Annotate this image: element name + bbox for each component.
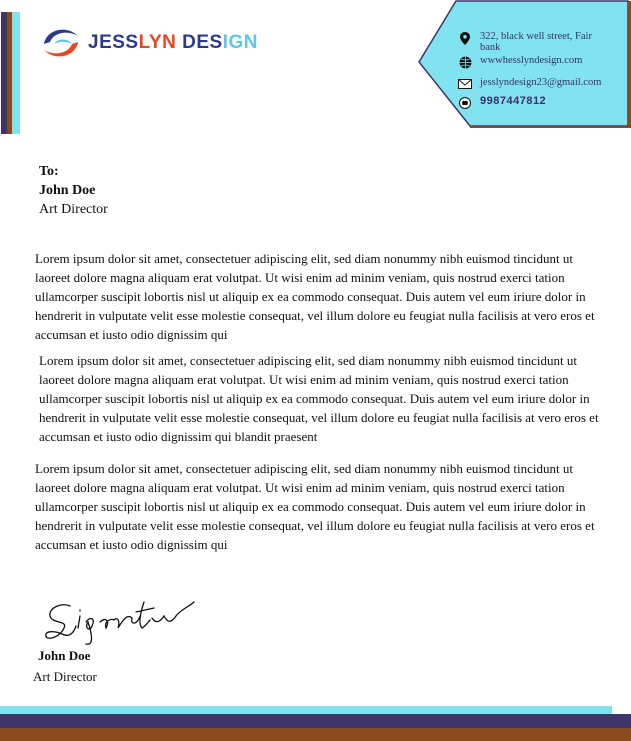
phone-icon [458, 96, 472, 110]
recipient-block [39, 162, 108, 219]
footer-band-navy [0, 714, 631, 728]
contact-address: 322, black well street, Fair bank [480, 31, 592, 53]
recipient-label: To: [39, 164, 59, 179]
contact-email[interactable]: jesslyndesign23@gmail.com [480, 77, 602, 88]
signature-title: Art Director [33, 669, 97, 684]
contact-website[interactable]: wwwhesslyndesign.com [480, 55, 583, 66]
contact-info-panel [418, 0, 631, 128]
logo-swirl-icon [40, 22, 82, 64]
location-pin-icon [458, 31, 472, 45]
signature-name: John Doe [38, 648, 91, 663]
footer-band-gap [612, 706, 631, 714]
globe-icon [458, 55, 472, 69]
recipient-title: Art Director [39, 202, 108, 217]
contact-address-row [458, 31, 600, 53]
contact-phone-row [458, 96, 546, 110]
left-accent-bar-cyan [12, 12, 20, 134]
footer-band-cyan [0, 706, 612, 714]
body-paragraph-1: Lorem ipsum dolor sit amet, consectetuer adipiscing elit, sed diam nonummy nibh euismod tincidunt ut laoreet dolore magna aliquam erat volutpat. Ut wisi enim ad minim veniam, quis nostrud exerci tation ullamcorper suscipit lobortis nisl ut aliquip ex ea commodo consequat. Duis autem vel eum iriure dolor in hendrerit in vulputate velit esse molestie consequat, vel illum dolore eu feugiat nulla facilisis at vero eros et accumsan et iusto odio dignissim qui [35, 251, 595, 342]
body-paragraph-3: Lorem ipsum dolor sit amet, consectetuer adipiscing elit, sed diam nonummy nibh euismod tincidunt ut laoreet dolore magna aliquam erat volutpat. Ut wisi enim ad minim veniam, quis nostrud exerci tation ullamcorper suscipit lobortis nisl ut aliquip ex ea commodo consequat. Duis autem vel eum iriure dolor in hendrerit in vulputate velit esse molestie consequat, vel illum dolore eu feugiat nulla facilisis at vero eros et accumsan et iusto odio dignissim qui [35, 461, 595, 552]
contact-phone[interactable]: 9987447812 [480, 95, 547, 107]
company-logo [40, 22, 258, 64]
contact-email-row [458, 77, 601, 91]
body-paragraph-2: Lorem ipsum dolor sit amet, consectetuer adipiscing elit, sed diam nonummy nibh euismod tincidunt ut laoreet dolore magna aliquam erat volutpat. Ut wisi enim ad minim veniam, quis nostrud exerci tation ullamcorper suscipit lobortis nisl ut aliquip ex ea commodo consequat. Duis autem vel eum iriure dolor in hendrerit in vulputate velit esse molestie consequat, vel illum dolore eu feugiat nulla facilisis at vero eros et accumsan et iusto odio dignissim qui blandit praesent [39, 353, 599, 444]
envelope-icon [458, 77, 472, 91]
contact-website-row [458, 55, 582, 69]
logo-wordmark: JESSLYN DESIGN [88, 32, 258, 53]
handwritten-signature [40, 572, 200, 647]
footer-band-brown [0, 728, 631, 741]
recipient-name: John Doe [39, 183, 96, 198]
